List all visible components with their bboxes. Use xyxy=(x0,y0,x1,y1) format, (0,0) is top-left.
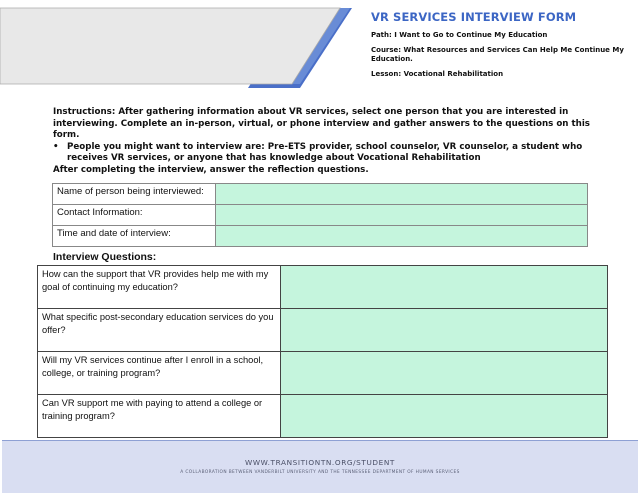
interview-questions-table xyxy=(37,265,608,438)
answer-3-field[interactable] xyxy=(281,352,608,395)
interviewee-info-table xyxy=(52,183,588,247)
footer-collaboration-text: A COLLABORATION BETWEEN VANDERBILT UNIVERSITY AND THE TENNESSEE DEPARTMENT OF HUMAN SERVICES xyxy=(180,470,460,475)
form-header xyxy=(371,10,633,84)
form-title: VR SERVICES INTERVIEW FORM xyxy=(371,10,577,24)
contact-field[interactable] xyxy=(216,205,588,226)
answer-1-field[interactable] xyxy=(281,266,608,309)
path-text: Path: I Want to Go to Continue My Education xyxy=(371,31,548,39)
question-4: Can VR support me with paying to attend a college or training program? xyxy=(38,395,281,438)
after-interview-note: After completing the interview, answer the reflection questions. xyxy=(53,165,369,175)
question-1: How can the support that VR provides help me with my goal of continuing my education? xyxy=(38,266,281,309)
instructions-block xyxy=(53,107,598,165)
question-3: Will my VR services continue after I enroll in a school, college, or training program? xyxy=(38,352,281,395)
contact-label: Contact Information: xyxy=(53,205,216,226)
table-row xyxy=(38,309,608,352)
name-label: Name of person being interviewed: xyxy=(53,184,216,205)
page-footer xyxy=(2,440,638,493)
name-field[interactable] xyxy=(216,184,588,205)
interview-questions-heading: Interview Questions: xyxy=(53,251,157,263)
table-row xyxy=(53,226,588,247)
lesson-text: Lesson: Vocational Rehabilitation xyxy=(371,69,504,78)
table-row xyxy=(38,266,608,309)
header-banner-graphic xyxy=(0,0,360,90)
table-row xyxy=(53,205,588,226)
instructions-bullet xyxy=(53,142,598,165)
instructions-text: Instructions: After gathering information about VR services, select one person that you are interested in interviewing. Complete an in-person, virtual, or phone interview and gather answers to the questions on this form. xyxy=(53,107,590,140)
answer-4-field[interactable] xyxy=(281,395,608,438)
footer-url-link[interactable]: WWW.TRANSITIONTN.ORG/STUDENT xyxy=(245,458,395,467)
question-2: What specific post-secondary education services do you offer? xyxy=(38,309,281,352)
time-date-field[interactable] xyxy=(216,226,588,247)
table-row xyxy=(53,184,588,205)
course-text: Course: What Resources and Services Can Help Me Continue My Education. xyxy=(371,45,624,63)
bullet-icon: • xyxy=(53,141,59,152)
time-date-label: Time and date of interview: xyxy=(53,226,216,247)
table-row xyxy=(38,395,608,438)
answer-2-field[interactable] xyxy=(281,309,608,352)
table-row xyxy=(38,352,608,395)
bullet-text: People you might want to interview are: Pre-ETS provider, school counselor, VR counselor, a student who receives VR services, or anyone that has knowledge about Vocational Rehabilitation xyxy=(67,141,583,163)
